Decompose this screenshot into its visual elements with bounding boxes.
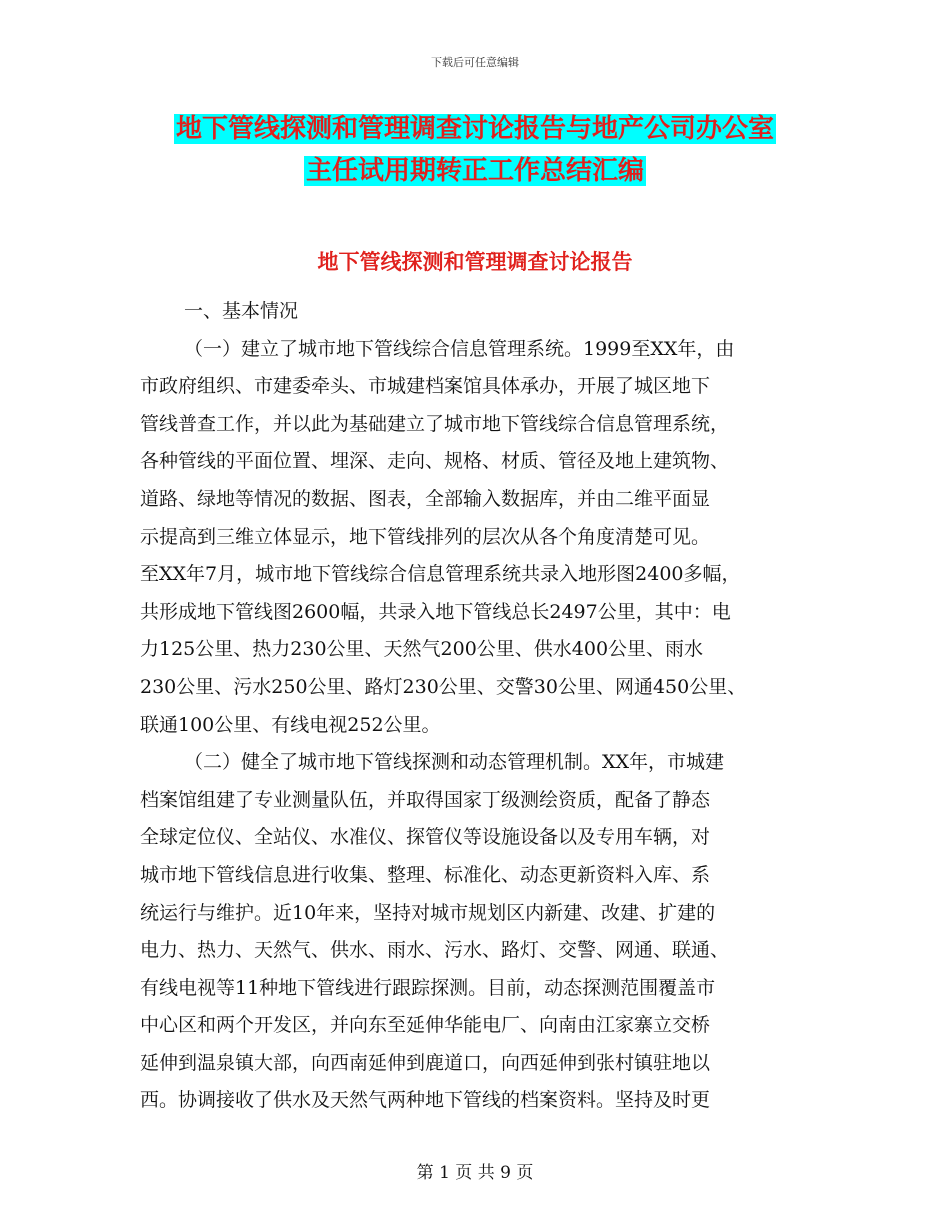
paragraph-line: 道路、绿地等情况的数据、图表，全部输入数据库，并由二维平面显 bbox=[140, 487, 711, 510]
section-title: 地下管线探测和管理调查讨论报告 bbox=[317, 250, 633, 274]
paragraph-line: 一、基本情况 bbox=[184, 300, 299, 322]
paragraph-line: （二）健全了城市地下管线探测和动态管理机制。XX年，市城建 bbox=[184, 751, 725, 774]
paragraph-line: 力125公里、热力230公里、天然气200公里、供水400公里、雨水 bbox=[140, 638, 704, 661]
paragraph-line: 统运行与维护。近10年来，坚持对城市规划区内新建、改建、扩建的 bbox=[140, 901, 716, 924]
document-title bbox=[0, 108, 950, 192]
document-title-line-1: 地下管线探测和管理调查讨论报告与地产公司办公室 bbox=[175, 114, 774, 144]
paragraph-line: 市政府组织、市建委牵头、市城建档案馆具体承办，开展了城区地下 bbox=[140, 375, 711, 398]
paragraph-line: 西。协调接收了供水及天然气两种地下管线的档案资料。坚持及时更 bbox=[140, 1089, 711, 1112]
paragraph-line: 城市地下管线信息进行收集、整理、标准化、动态更新资料入库、系 bbox=[140, 863, 711, 886]
header-note: 下载后可任意编辑 bbox=[431, 56, 519, 69]
paragraph-line: 管线普查工作，并以此为基础建立了城市地下管线综合信息管理系统， bbox=[140, 412, 730, 435]
page-number: 第 1 页 共 9 页 bbox=[416, 1163, 534, 1183]
paragraph-line: （一）建立了城市地下管线综合信息管理系统。1999至XX年，由 bbox=[184, 337, 735, 360]
paragraph-line: 中心区和两个开发区，并向东至延伸华能电厂、向南由江家寨立交桥 bbox=[140, 1014, 711, 1037]
paragraph-line: 各种管线的平面位置、埋深、走向、规格、材质、管径及地上建筑物、 bbox=[140, 450, 730, 473]
paragraph-line: 电力、热力、天然气、供水、雨水、污水、路灯、交警、网通、联通、 bbox=[140, 939, 730, 962]
paragraph-line: 至XX年7月，城市地下管线综合信息管理系统共录入地形图2400多幅， bbox=[140, 563, 741, 586]
document-title-line-2: 主任试用期转正工作总结汇编 bbox=[305, 156, 644, 186]
paragraph-line: 230公里、污水250公里、路灯230公里、交警30公里、网通450公里、 bbox=[140, 675, 747, 698]
paragraph-line: 有线电视等11种地下管线进行跟踪探测。目前，动态探测范围覆盖市 bbox=[140, 976, 716, 999]
paragraph-line: 联通100公里、有线电视252公里。 bbox=[140, 713, 441, 736]
paragraph-line: 示提高到三维立体显示，地下管线排列的层次从各个角度清楚可见。 bbox=[140, 525, 711, 548]
body-text bbox=[140, 293, 830, 1120]
paragraph-line: 共形成地下管线图2600幅，共录入地下管线总长2497公里，其中：电 bbox=[140, 600, 731, 623]
paragraph-line: 档案馆组建了专业测量队伍，并取得国家丁级测绘资质，配备了静态 bbox=[140, 788, 711, 811]
paragraph-line: 全球定位仪、全站仪、水准仪、探管仪等设施设备以及专用车辆，对 bbox=[140, 826, 711, 849]
paragraph-line: 延伸到温泉镇大部，向西南延伸到鹿道口，向西延伸到张村镇驻地以 bbox=[140, 1051, 711, 1074]
